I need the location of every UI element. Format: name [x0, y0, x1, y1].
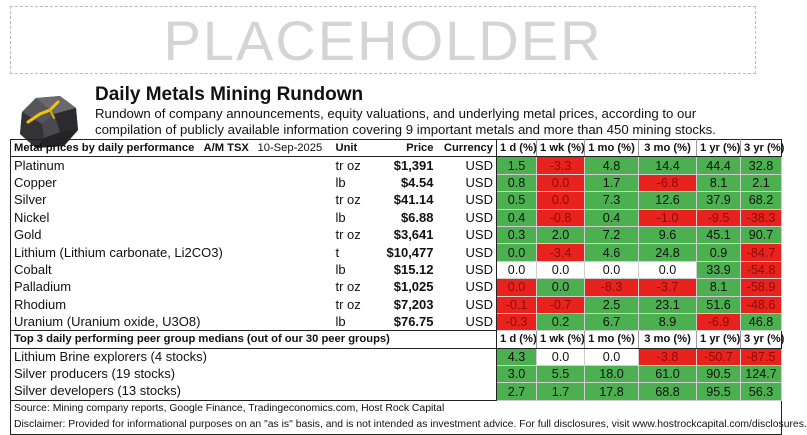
prices-header-row: [11, 140, 782, 157]
metric-cell: 0.0: [537, 279, 585, 296]
metric-cell: 0.9: [697, 244, 741, 261]
metric-cell: 0.0: [537, 174, 585, 191]
metric-header: 1 yr (%): [697, 331, 741, 348]
metal-unit: tr oz: [335, 227, 361, 243]
page-subtitle: Rundown of company announcements, equity valuations, and underlying metal prices, according to our compilation of publicly available information covering 9 important metals and more than 450 mining stocks.: [95, 106, 716, 137]
metric-cell: 90.5: [697, 366, 741, 383]
metal-currency: USD: [437, 279, 497, 296]
metal-price: $76.75: [393, 313, 434, 329]
metal-price: $1,025: [393, 279, 434, 295]
metric-header: 1 yr (%): [697, 140, 741, 157]
metal-name: Nickel: [14, 209, 50, 225]
metric-cell: 0.3: [497, 226, 537, 243]
unit-header: Unit: [333, 140, 379, 157]
metal-name: Lithium (Lithium carbonate, Li2CO3): [14, 244, 223, 260]
metal-price: $7,203: [393, 296, 434, 312]
metric-cell: -48.6: [741, 296, 782, 313]
metric-cell: -87.5: [741, 348, 782, 365]
metal-unit: tr oz: [335, 279, 361, 295]
metric-cell: 2.7: [497, 383, 537, 400]
metric-cell: 14.4: [639, 157, 697, 174]
metal-row: [11, 313, 782, 330]
metal-unit: tr oz: [335, 157, 361, 173]
metric-cell: 0.0: [537, 261, 585, 278]
metal-name: Silver: [14, 192, 47, 208]
metric-cell: 8.1: [697, 279, 741, 296]
metal-currency: USD: [437, 157, 497, 174]
metric-cell: 5.5: [537, 366, 585, 383]
metric-cell: -6.8: [639, 174, 697, 191]
metal-unit: lb: [335, 174, 346, 190]
metal-unit: t: [335, 244, 340, 260]
metric-cell: 33.9: [697, 261, 741, 278]
metric-cell: 0.5: [497, 192, 537, 209]
metric-cell: -0.8: [537, 209, 585, 226]
metal-row: [11, 279, 782, 296]
metal-unit: lb: [335, 261, 346, 277]
metric-header: 3 mo (%): [639, 140, 697, 157]
metric-cell: 6.7: [585, 313, 639, 330]
metric-cell: 56.3: [741, 383, 782, 400]
metric-cell: 18.0: [585, 366, 639, 383]
prices-section-label: Metal prices by daily performance: [11, 140, 201, 157]
metric-cell: -54.8: [741, 261, 782, 278]
metric-cell: 7.3: [585, 192, 639, 209]
metal-price: $1,391: [393, 157, 434, 173]
metric-header: 1 d (%): [497, 140, 537, 157]
metric-cell: -9.5: [697, 209, 741, 226]
metal-row: [11, 157, 782, 174]
metal-currency: USD: [437, 226, 497, 243]
metric-cell: 1.7: [537, 383, 585, 400]
metric-cell: 0.0: [639, 261, 697, 278]
peer-group-name: Silver producers (19 stocks): [11, 366, 497, 383]
peers-section-label: Top 3 daily performing peer group medians (out of our 30 peer groups): [11, 331, 497, 348]
metal-name: Rhodium: [14, 296, 67, 312]
metric-cell: 0.0: [497, 279, 537, 296]
metric-cell: 23.1: [639, 296, 697, 313]
metal-unit: lb: [335, 313, 346, 329]
metal-name: Palladium: [14, 279, 72, 295]
metric-cell: 0.4: [585, 209, 639, 226]
metal-unit: tr oz: [335, 296, 361, 312]
metric-cell: 0.8: [497, 174, 537, 191]
metal-name: Platinum: [14, 157, 65, 173]
metric-header: 1 wk (%): [537, 140, 585, 157]
metric-header: 1 mo (%): [585, 331, 639, 348]
metric-cell: 8.1: [697, 174, 741, 191]
metric-cell: 0.0: [585, 348, 639, 365]
metric-cell: 1.7: [585, 174, 639, 191]
metric-cell: 68.2: [741, 192, 782, 209]
metric-cell: -1.0: [639, 209, 697, 226]
metric-cell: 0.2: [537, 313, 585, 330]
metric-cell: 0.0: [585, 261, 639, 278]
metal-currency: USD: [437, 209, 497, 226]
metric-header: 3 yr (%): [741, 140, 782, 157]
metric-cell: -8.3: [585, 279, 639, 296]
metal-price: $10,477: [386, 244, 434, 260]
metric-cell: -3.3: [537, 157, 585, 174]
metal-row: [11, 209, 782, 226]
peer-group-row: [11, 383, 782, 400]
peers-header-row: [11, 331, 782, 348]
metric-cell: 51.6: [697, 296, 741, 313]
metric-cell: 3.0: [497, 366, 537, 383]
metric-cell: -0.3: [497, 313, 537, 330]
metal-unit: lb: [335, 209, 346, 225]
metric-cell: 95.5: [697, 383, 741, 400]
metric-cell: 2.5: [585, 296, 639, 313]
metal-unit: tr oz: [335, 192, 361, 208]
metal-price: $15.12: [393, 261, 434, 277]
metal-currency: USD: [437, 244, 497, 261]
metal-currency: USD: [437, 174, 497, 191]
disclaimer-row: [11, 417, 782, 434]
metric-header: 3 mo (%): [639, 331, 697, 348]
peer-group-name: Silver developers (13 stocks): [11, 383, 497, 400]
metric-header: 1 d (%): [497, 331, 537, 348]
metric-cell: 44.4: [697, 157, 741, 174]
metric-cell: 0.0: [537, 348, 585, 365]
metal-price: $3,641: [393, 227, 434, 243]
metric-cell: -0.1: [497, 296, 537, 313]
date-label: 10-Sep-2025: [255, 140, 333, 157]
metric-cell: 7.2: [585, 226, 639, 243]
metal-name: Uranium (Uranium oxide, U3O8): [14, 313, 201, 329]
metal-currency: USD: [437, 313, 497, 330]
metric-header: 3 yr (%): [741, 331, 782, 348]
peer-group-row: [11, 348, 782, 365]
metric-cell: 24.8: [639, 244, 697, 261]
metric-cell: 4.3: [497, 348, 537, 365]
metric-cell: 90.7: [741, 226, 782, 243]
metric-cell: 68.8: [639, 383, 697, 400]
metric-header: 1 mo (%): [585, 140, 639, 157]
source-note: Source: Mining company reports, Google Finance, Tradingeconomics.com, Host Rock Capital: [11, 400, 782, 417]
metric-cell: -3.7: [639, 279, 697, 296]
metric-cell: 17.8: [585, 383, 639, 400]
metric-cell: 4.6: [585, 244, 639, 261]
metal-price: $41.14: [393, 192, 434, 208]
placeholder-banner: [10, 6, 756, 74]
metric-cell: 4.8: [585, 157, 639, 174]
metal-name: Cobalt: [14, 261, 52, 277]
metric-cell: 61.0: [639, 366, 697, 383]
period-label: A/M TSX: [201, 140, 255, 157]
metal-currency: USD: [437, 296, 497, 313]
metric-cell: 46.8: [741, 313, 782, 330]
metric-cell: -58.9: [741, 279, 782, 296]
metric-cell: -6.9: [697, 313, 741, 330]
metric-cell: 9.6: [639, 226, 697, 243]
currency-header: Currency: [437, 140, 497, 157]
metal-currency: USD: [437, 261, 497, 278]
metric-cell: 32.8: [741, 157, 782, 174]
metric-cell: -38.3: [741, 209, 782, 226]
page-title: Daily Metals Mining Rundown: [95, 84, 364, 105]
metric-cell: 0.4: [497, 209, 537, 226]
metric-cell: 0.0: [497, 244, 537, 261]
metric-cell: 2.0: [537, 226, 585, 243]
metal-currency: USD: [437, 192, 497, 209]
metric-cell: 0.0: [497, 261, 537, 278]
metal-name: Gold: [14, 227, 42, 243]
metric-cell: -3.8: [639, 348, 697, 365]
source-row: [11, 400, 782, 417]
metal-price: $6.88: [400, 209, 434, 225]
metal-row: [11, 192, 782, 209]
peer-group-name: Lithium Brine explorers (4 stocks): [11, 348, 497, 365]
metric-cell: 37.9: [697, 192, 741, 209]
metric-cell: 45.1: [697, 226, 741, 243]
metals-table: [10, 139, 807, 435]
metric-header: 1 wk (%): [537, 331, 585, 348]
price-header: Price: [379, 140, 437, 157]
metric-cell: -0.7: [537, 296, 585, 313]
metric-cell: 0.0: [537, 192, 585, 209]
metric-cell: 124.7: [741, 366, 782, 383]
disclaimer-note: Disclaimer: Provided for informational purposes on an "as is" basis, and is not intended as investment advice. For full disclosures, visit www.hostrockcapital.com/disclosures.: [14, 419, 807, 431]
metal-name: Copper: [14, 174, 57, 190]
metric-cell: 2.1: [741, 174, 782, 191]
metric-cell: -84.7: [741, 244, 782, 261]
peer-group-row: [11, 366, 782, 383]
metric-cell: 8.9: [639, 313, 697, 330]
metric-cell: -50.7: [697, 348, 741, 365]
metal-row: [11, 261, 782, 278]
metal-row: [11, 226, 782, 243]
metric-cell: 1.5: [497, 157, 537, 174]
metal-price: $4.54: [400, 174, 434, 190]
placeholder-text: PLACEHOLDER: [163, 8, 603, 72]
metric-cell: -3.4: [537, 244, 585, 261]
metric-cell: 12.6: [639, 192, 697, 209]
metal-row: [11, 244, 782, 261]
metal-row: [11, 174, 782, 191]
metal-row: [11, 296, 782, 313]
